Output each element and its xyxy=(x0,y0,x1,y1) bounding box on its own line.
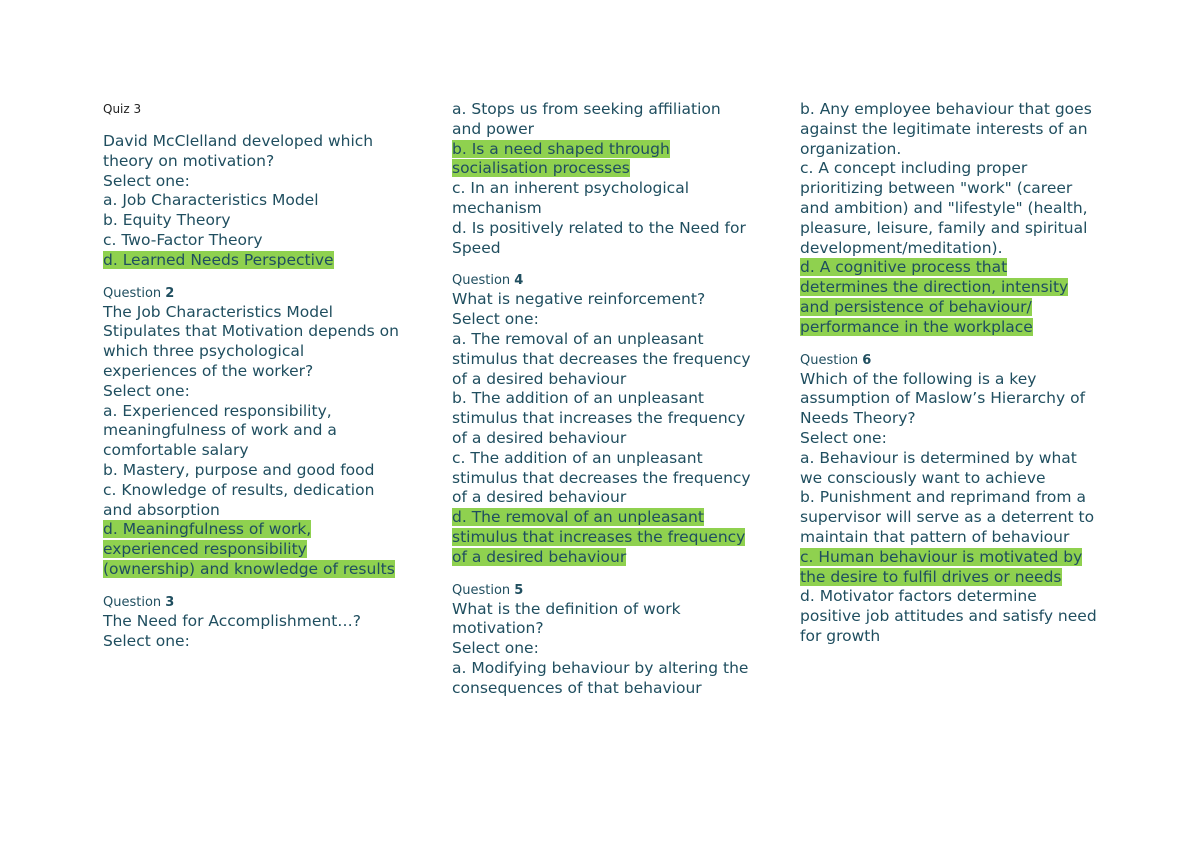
column-2 xyxy=(452,100,752,699)
q3-option-a: a. Stops us from seeking affiliation and power xyxy=(452,100,721,138)
q4-stem: What is negative reinforcement? xyxy=(452,290,706,309)
q5-option-d-answer: d. A cognitive process that determines the direction, intensity and persistence of behaviour/ performance in the workplace xyxy=(800,258,1069,336)
q1-option-c: c. Two-Factor Theory xyxy=(103,230,263,249)
q2-select: Select one: xyxy=(103,381,190,400)
q2-option-d-answer: d. Meaningfulness of work, experienced responsibility (ownership) and knowledge of results xyxy=(103,520,395,578)
quiz-title: Quiz 3 xyxy=(103,102,142,116)
q6-select: Select one: xyxy=(800,428,887,447)
q3-label: Question 3 xyxy=(103,594,175,610)
q6-label: Question 6 xyxy=(800,352,872,368)
column-1 xyxy=(103,100,403,651)
q1-option-b: b. Equity Theory xyxy=(103,211,231,230)
q4-option-a: a. The removal of an unpleasant stimulus that decreases the frequency of a desired behaviour xyxy=(452,329,751,388)
q4-option-c: c. The addition of an unpleasant stimulus that decreases the frequency of a desired behaviour xyxy=(452,448,751,507)
q6-option-c-answer: c. Human behaviour is motivated by the desire to fulfil drives or needs xyxy=(800,547,1083,586)
q4-select: Select one: xyxy=(452,310,539,329)
q2-option-c: c. Knowledge of results, dedication and absorption xyxy=(103,480,375,519)
q4-label: Question 4 xyxy=(452,273,524,289)
q6-option-b: b. Punishment and reprimand from a supervisor will serve as a deterrent to maintain that pattern of behaviour xyxy=(800,488,1095,546)
q3-select: Select one: xyxy=(103,631,190,650)
q5-option-c: c. A concept including proper prioritizing between "work" (career and ambition) and "lifestyle" (health, pleasure, leisure, family and spiritual development/meditation). xyxy=(800,159,1088,257)
q5-select: Select one: xyxy=(452,639,539,658)
q2-option-b: b. Mastery, purpose and good food xyxy=(103,460,375,479)
q1-stem: David McClelland developed which theory on motivation? xyxy=(103,132,374,170)
column-3 xyxy=(800,100,1100,647)
q5-stem: What is the definition of work motivation? xyxy=(452,599,681,638)
q4-option-b: b. The addition of an unpleasant stimulus that increases the frequency of a desired behaviour xyxy=(452,389,746,447)
q6-option-d: d. Motivator factors determine positive job attitudes and satisfy need for growth xyxy=(800,587,1097,645)
q5-label: Question 5 xyxy=(452,582,524,598)
q1-select: Select one: xyxy=(103,171,190,190)
q1-option-a: a. Job Characteristics Model xyxy=(103,191,319,210)
q2-label: Question 2 xyxy=(103,285,175,301)
q2-stem: The Job Characteristics Model Stipulates that Motivation depends on which three psychological experiences of the worker? xyxy=(103,302,399,380)
q3-stem: The Need for Accomplishment…? xyxy=(103,611,361,630)
q4-option-d-answer: d. The removal of an unpleasant stimulus that increases the frequency of a desired behaviour xyxy=(452,508,746,566)
q2-option-a: a. Experienced responsibility, meaningfulness of work and a comfortable salary xyxy=(103,401,337,460)
q6-stem: Which of the following is a key assumption of Maslow’s Hierarchy of Needs Theory? xyxy=(800,369,1086,428)
q3-option-c: c. In an inherent psychological mechanism xyxy=(452,179,690,217)
q6-option-a: a. Behaviour is determined by what we consciously want to achieve xyxy=(800,448,1077,487)
q3-option-d: d. Is positively related to the Need for Speed xyxy=(452,218,746,257)
q3-option-b-answer: b. Is a need shaped through socialisation processes xyxy=(452,139,670,178)
q5-option-b: b. Any employee behaviour that goes against the legitimate interests of an organization. xyxy=(800,100,1092,158)
q1-option-d-answer: d. Learned Needs Perspective xyxy=(103,250,334,269)
q5-option-a: a. Modifying behaviour by altering the consequences of that behaviour xyxy=(452,658,749,697)
